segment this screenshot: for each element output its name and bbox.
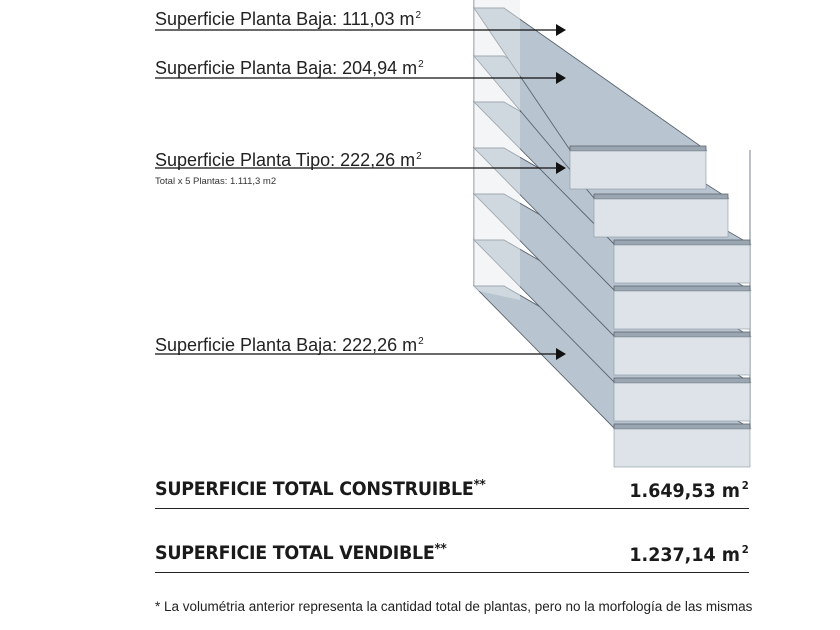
floor-wall-2 <box>614 337 750 375</box>
arrowhead-icon-0 <box>556 24 566 36</box>
floor-wall-1 <box>614 383 750 421</box>
total-buildable-row <box>155 472 749 509</box>
floor-slab-edge-4 <box>614 240 750 245</box>
total-sellable-label: SUPERFICIE TOTAL VENDIBLE** <box>155 542 447 564</box>
floor-slab-edge-0 <box>614 424 750 429</box>
label-ground-floor: Superficie Planta Baja: 222,26 $m^2$ <box>155 335 424 355</box>
floor-wall-0 <box>614 429 750 467</box>
floor-slab-edge-3 <box>614 286 750 291</box>
label-typical-floor: Superficie Planta Tipo: 222,26 $m^2$ <box>155 150 422 170</box>
footnote: * La volumétria anterior representa la cantidad total de plantas, pero no la morfología de las mismas <box>155 599 753 614</box>
label-typical-floor-total: Total x 5 Plantas: 1.111,3 m2 <box>155 176 277 187</box>
floor-slab-edge-2 <box>614 332 750 337</box>
floor-slabs <box>474 0 750 467</box>
floor-wall-4 <box>614 245 750 283</box>
floor-slab-edge-5 <box>594 194 728 199</box>
floor-slab-edge-1 <box>614 378 750 383</box>
floor-wall-6 <box>570 151 706 189</box>
total-buildable-label: SUPERFICIE TOTAL CONSTRUIBLE** <box>155 478 486 500</box>
floor-slab-edge-6 <box>570 146 706 151</box>
total-sellable-row <box>155 536 749 573</box>
label-top-floor: Superficie Planta Baja: 111,03 $m^2$ <box>155 9 422 29</box>
total-sellable-value: 1.237,14 m $^2$ <box>629 543 749 566</box>
floor-wall-3 <box>614 291 750 329</box>
label-second-floor: Superficie Planta Baja: 204,94 $m^2$ <box>155 58 424 78</box>
floor-wall-5 <box>594 199 728 237</box>
total-buildable-value: 1.649,53 m $^2$ <box>629 479 749 502</box>
back-wall <box>474 0 520 300</box>
